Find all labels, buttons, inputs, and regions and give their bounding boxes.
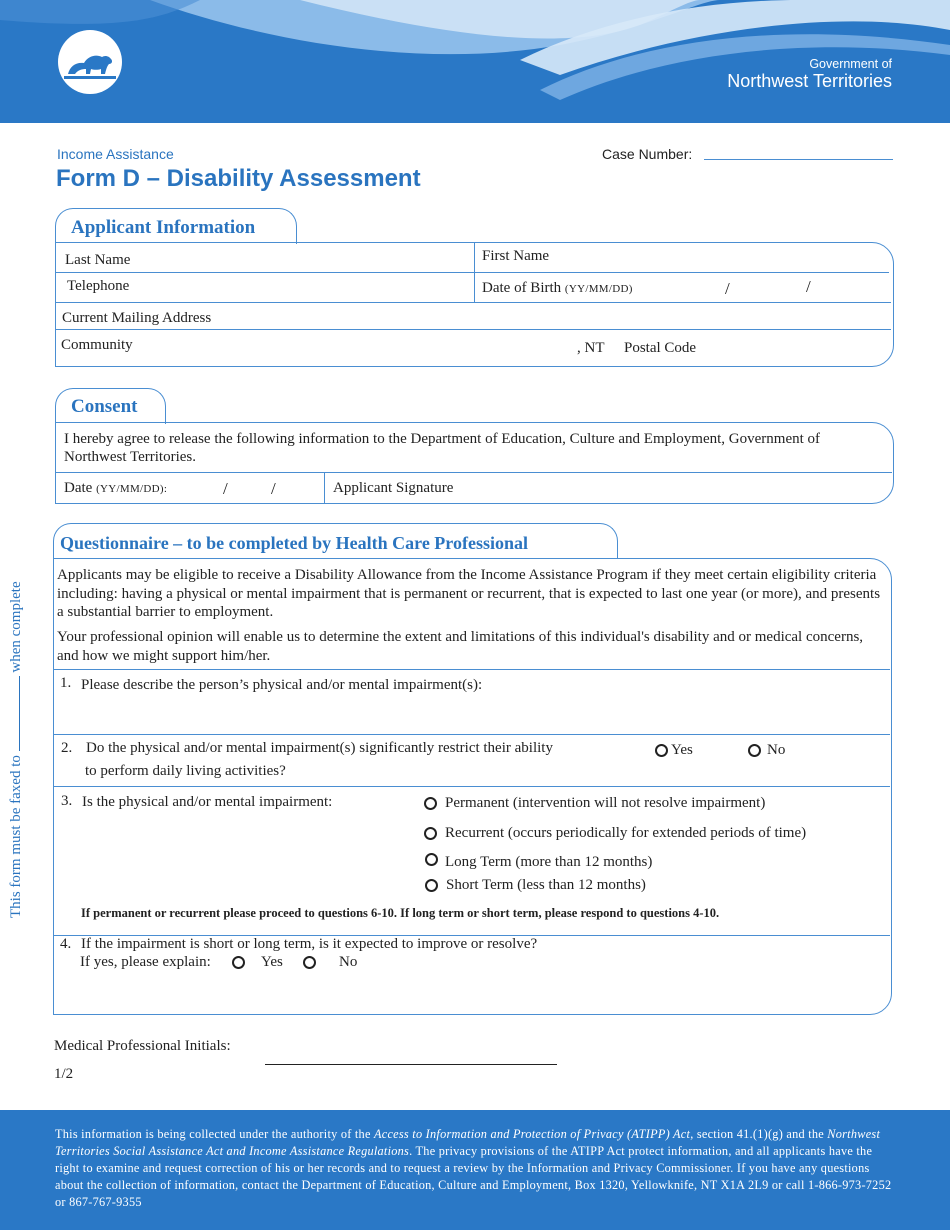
privacy-notice <box>55 1126 897 1211</box>
questionnaire-intro-1: Applicants may be eligible to receive a Disability Allowance from the Income Assistance Program if they meet certain eligibility criteria including: having a physical or mental impairment that is permanent or recurrent, that is expected to last one year (or more), and presents a substantial barrier to employment. <box>57 567 881 620</box>
consent-section-tab <box>55 388 166 424</box>
polar-bear-icon <box>58 30 122 94</box>
privacy-t3: , section 41.(1)(g) and the <box>690 1127 828 1141</box>
q2-yes-label: Yes <box>671 742 693 758</box>
postal-code-label: Postal Code <box>624 340 697 356</box>
consent-statement: I hereby agree to release the following information to the Department of Education, Culture and Employment, Government of Northwest Territories. <box>64 431 821 465</box>
q1-number: 1. <box>60 675 72 691</box>
q2-number: 2. <box>61 740 73 756</box>
consent-date-format: (YY/MM/DD): <box>96 483 168 495</box>
q4-line-1: If the impairment is short or long term, is it expected to improve or resolve? <box>81 936 538 952</box>
applicant-section-title: Applicant Information <box>71 217 256 238</box>
questionnaire-intro-2: Your professional opinion will enable us to determine the extent and limitations of this individual's disability and or medical concerns, and how we might support him/her. <box>57 629 864 664</box>
q3-instruction-note: If permanent or recurrent please proceed to questions 6-10. If long term or short term, please respond to questions 4-10. <box>81 906 720 920</box>
consent-date-label <box>64 480 167 497</box>
privacy-nwt-act: Northwest Territories Social Assistance Act and Income Assistance Regulations <box>55 1127 881 1158</box>
privacy-atipp-act: Access to Information and Protection of Privacy (ATIPP) Act <box>374 1127 691 1141</box>
q4-yes-radio[interactable] <box>232 956 245 969</box>
q4-number: 4. <box>60 936 72 952</box>
q3-text: Is the physical and/or mental impairment: <box>82 794 333 810</box>
applicant-section-tab <box>55 208 297 244</box>
consent-section-title: Consent <box>71 396 138 417</box>
q3-option-recurrent: Recurrent (occurs periodically for extended periods of time) <box>445 825 807 841</box>
wave-graphic <box>0 0 950 123</box>
gov-line2: Northwest Territories <box>727 71 892 91</box>
q1-answer-area[interactable] <box>80 698 880 732</box>
fax-note-part1: This form must be faxed to <box>8 755 24 918</box>
case-number-field[interactable] <box>704 159 893 160</box>
dob-label-text: Date of Birth <box>482 280 562 296</box>
q3-option-permanent: Permanent (intervention will not resolve impairment) <box>445 795 766 811</box>
q4-yes-label: Yes <box>261 954 283 970</box>
fax-note-part2: when complete <box>8 581 24 673</box>
privacy-t5: . The privacy provisions of the ATIPP Act protect information, and all applicants have the right to examine and request correction of his or her records and to request a review by the Information and Privacy Commissioner. If you have any questions about the collection of information, contact the Department of Education, Culture and Employment, Box 1320, Yellowknife, NT X1A 2L9 or call 1-866-973-7252 or 867-767-9355 <box>55 1144 892 1209</box>
q2-line-2: to perform daily living activities? <box>85 763 286 779</box>
dob-slash-2: / <box>806 277 811 296</box>
consent-slash-2: / <box>271 479 276 498</box>
q4-no-label: No <box>339 954 358 970</box>
header-banner <box>0 0 950 123</box>
dob-label <box>482 280 633 297</box>
consent-slash-1: / <box>223 479 228 498</box>
q2-line-1: Do the physical and/or mental impairment(s) significantly restrict their ability <box>86 740 553 756</box>
page-title: Form D – Disability Assessment <box>56 165 421 192</box>
nt-label: , NT <box>577 340 605 356</box>
dob-format: (YY/MM/DD) <box>564 283 633 295</box>
q2-yes-radio[interactable] <box>655 744 668 757</box>
q3-option-long-term: Long Term (more than 12 months) <box>445 854 653 870</box>
q3-long-term-radio[interactable] <box>425 853 438 866</box>
fax-number-blank[interactable] <box>19 676 20 751</box>
gnwt-logo <box>58 30 122 94</box>
dob-slash-1: / <box>725 279 730 298</box>
initials-label: Medical Professional Initials: <box>54 1038 231 1054</box>
initials-field[interactable] <box>265 1064 557 1065</box>
signature-label: Applicant Signature <box>333 480 454 496</box>
fax-note <box>8 378 25 918</box>
case-number-label: Case Number: <box>602 146 693 162</box>
consent-date-text: Date <box>64 480 93 496</box>
q3-number: 3. <box>61 793 73 809</box>
mailing-address-label: Current Mailing Address <box>62 310 212 326</box>
community-label: Community <box>61 337 133 353</box>
program-name: Income Assistance <box>57 146 174 162</box>
telephone-label: Telephone <box>67 278 130 294</box>
q4-line-2: If yes, please explain: <box>80 954 211 970</box>
gov-line1: Government of <box>809 57 892 71</box>
q3-recurrent-radio[interactable] <box>424 827 437 840</box>
q3-short-term-radio[interactable] <box>425 879 438 892</box>
q4-no-radio[interactable] <box>303 956 316 969</box>
q3-permanent-radio[interactable] <box>424 797 437 810</box>
questionnaire-section-tab <box>53 523 618 559</box>
privacy-footer <box>0 1110 950 1230</box>
q2-no-label: No <box>767 742 786 758</box>
q4-explanation-area[interactable] <box>80 976 880 1010</box>
page-number: 1/2 <box>54 1066 74 1082</box>
last-name-label: Last Name <box>65 252 131 268</box>
q3-option-short-term: Short Term (less than 12 months) <box>446 877 646 893</box>
q2-no-radio[interactable] <box>748 744 761 757</box>
q1-text: Please describe the person’s physical and/or mental impairment(s): <box>81 677 483 693</box>
questionnaire-section-title: Questionnaire – to be completed by Health Care Professional <box>60 533 528 553</box>
first-name-label: First Name <box>482 248 550 264</box>
privacy-t1: This information is being collected under the authority of the <box>55 1127 374 1141</box>
